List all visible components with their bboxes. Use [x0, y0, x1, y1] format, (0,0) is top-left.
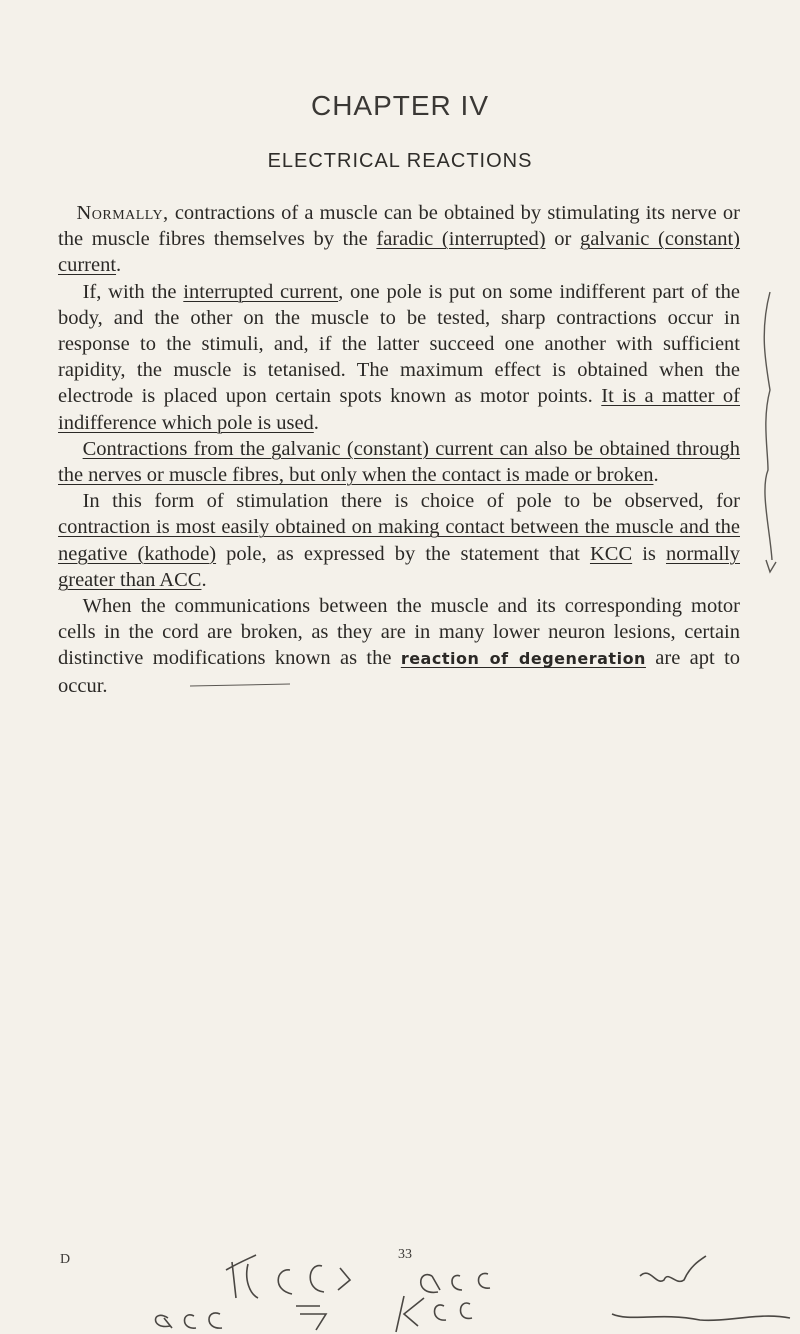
underlined-phrase: interrupted current [183, 280, 339, 303]
signature-mark: D [60, 1252, 71, 1267]
underlined-phrase: galvanic (constant) current [58, 228, 741, 277]
underlined-phrase: KCC [589, 542, 633, 565]
paragraph-2: If, with the interrupted current, one pole is put on some indifferent part of the body, and the other on the muscle to be tested, sharp contractions occur in response to the stimuli, and, if the latter succeed one another with sufficient rapidity, the muscle is tetanised. The maximum effect is obtained when the electrode is placed upon certain spots known as motor points. It is a matter of indifference which pole is used. [58, 280, 740, 434]
body-text [58, 200, 740, 699]
handwritten-note-1 [226, 1255, 706, 1298]
margin-bracket [764, 292, 772, 560]
underlined-phrase: Contractions from the galvanic (constant) current can also be obtained through the nerves or muscle fibres, but only when the contact is made or broken [58, 437, 740, 487]
underlined-phrase: normally greater than ACC [58, 542, 740, 591]
underlined-phrase: It is a matter of indifference which pole is used [58, 385, 740, 434]
bold-term: reaction of degeneration [400, 649, 646, 669]
underlined-phrase: contraction is most easily obtained on making contact between the muscle and the negative (kathode) [58, 516, 740, 565]
underlined-phrase: faradic (interrupted) [376, 228, 546, 251]
handwritten-note-2 [156, 1296, 791, 1332]
paragraph-4: In this form of stimulation there is choice of pole to be observed, for contraction is most easily obtained on making contact between the muscle and the negative (kathode) pole, as expressed by the statement that KCC is normally greater than ACC. [58, 490, 740, 591]
paragraph-5: When the communications between the muscle and its corresponding motor cells in the cord are broken, as they are in many lower neuron lesions, certain distinctive modifications known as the reaction of degeneration are apt to occur. [58, 595, 741, 697]
paragraph-1: Normally, contractions of a muscle can be obtained by stimulating its nerve or the muscle fibres themselves by the faradic (interrupted) or galvanic (constant) current. [58, 202, 741, 277]
lead-word: Normally, [76, 202, 169, 224]
chapter-title: ELECTRICAL REACTIONS [267, 150, 533, 172]
chapter-heading: CHAPTER IV [310, 90, 490, 121]
margin-bracket-tip [766, 560, 776, 572]
paragraph-3: Contractions from the galvanic (constant) current can also be obtained through the nerves or muscle fibres, but only when the contact is made or broken. [58, 437, 740, 487]
page-number: 33 [398, 1247, 412, 1262]
